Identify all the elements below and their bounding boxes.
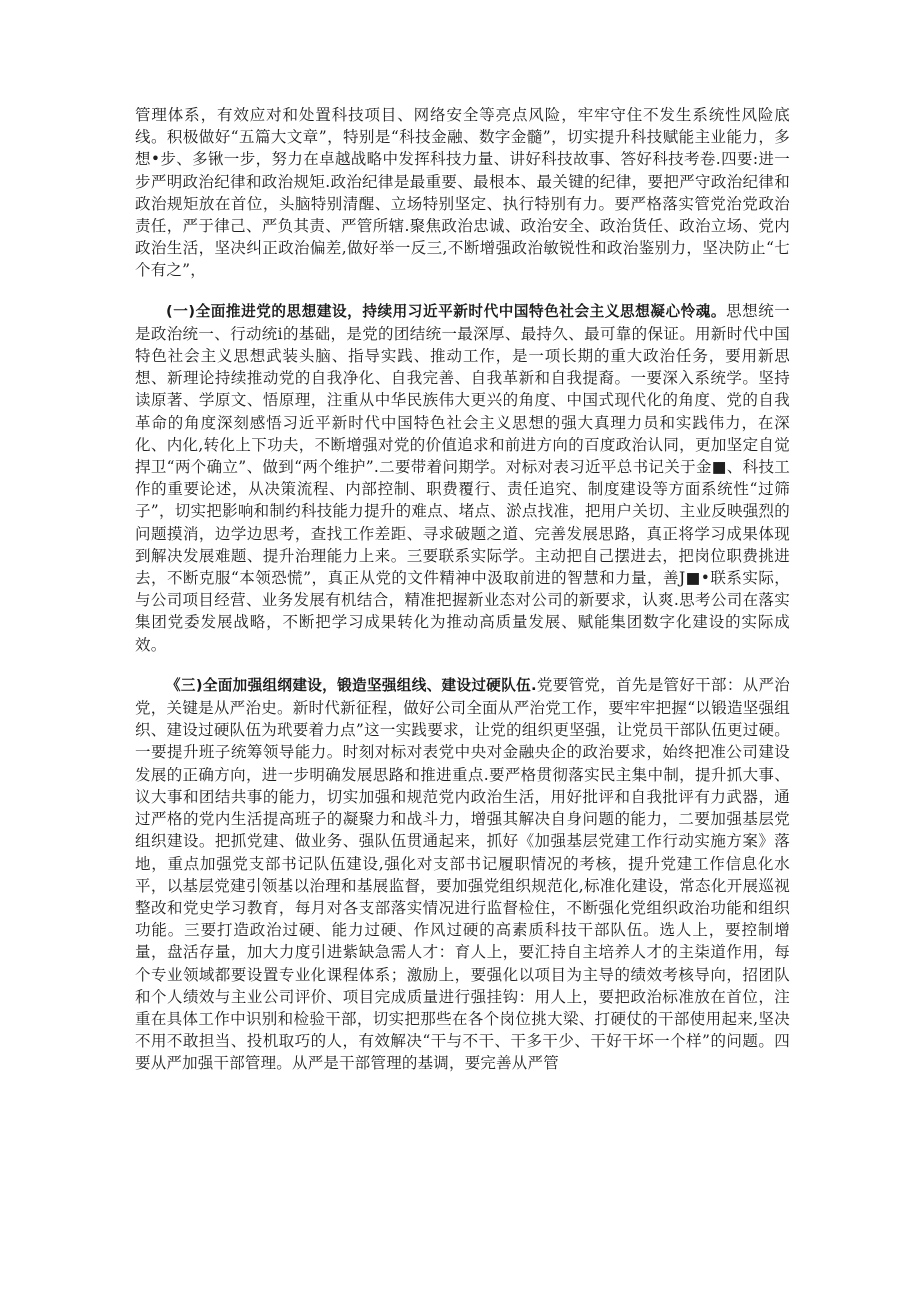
paragraph-organization-text: 党要管党，首先是管好干部：从严治党，关键是从严治史。新时代新征程，做好公司全面从严治党工作，要牢牢把握“以锻造坚强组织、建设过硬队伍为玳要着力点”这一实践要求，让党的组织更坚强，让党员干部队伍更过硬。一要提升班子统筹领导能力。时刻对标对表党中央对金融央企的政治要求，始终把准公司建设发展的正确方向，进一步明确发展思路和推进重点.要严格贯彻落实民主集中制，提升抓大事、议大事和团结共事的能力，切实加强和规范党内政治生活，用好批评和自我批评有力武器，通过严格的党内生活提高班子的凝聚力和战斗力，增强其解决自身问题的能力，二要加强基层党组织建设。把抓党建、做业务、强队伍贯通起来，抓好《加强基层党建工作行动实施方案》落地，重点加强党支部书记队伍建设,强化对支部书记履职情况的考核，提升党建工作信息化水平，以基层党建引领基以治理和基展监督，要加强党组织规范化,标准化建设，常态化开展巡视整改和党史学习教育，每月对各支部落实情况进行监督检住，不断强化党组织政治功能和组织功能。三要打造政治过硬、能力过硬、作风过硬的高素质科技干部队伍。选人上，要控制增量，盘活存量，加大力度引进紫缺急需人才：育人上，要汇持自主培养人才的主柒道作用，每个专业领域都要设置专业化课程体系；激励上，要强化以项目为主导的绩效考核导向，招团队和个人绩效与主业公司评价、项目完成质量进行强挂钩：用人上，要把政治标准放在首位，注重在具体工作中识别和检验干部，切实把那些在各个岗位挑大梁、打硬仗的干部使用起来,坚决不用不敢担当、投机取巧的人，有效解决“干与不干、干多干少、干好干坏一个样”的问题。四要从严加强干部管理。从严是干部管理的基调，要完善从严管 <box>135 675 790 1073</box>
paragraph-organization <box>135 674 790 1075</box>
paragraph-ideology <box>135 300 790 656</box>
paragraph-ideology-text: 思想统一是政治统一、行动统i的基础，是党的团结统一最深厚、最持久、最可靠的保证。用新时代中国特色社会主义思想武装头脑、指导实践、推动工作，是一项长期的重大政治任务，要用新思想、新理论持续推动党的自我净化、自我完善、自我革新和自我提裔。一要深入系统学。坚持读原著、学原文、悟原理，注重从中华民族伟大更兴的角度、中国式现代化的角度、党的自我革命的角度深刻感悟习近平新时代中国特色社会主义思想的强大真理力员和实践伟力，在深化、内化,转化上下功夫，不断增强对党的价值追求和前进方向的百度政治认同，更加坚定自觉捍卫“两个确立”、做到“两个维护”.二要带着问期学。对标对表习近平总书记关于金■、科技工作的重要论述，从决策流程、内部控制、职费覆行、责任追究、制度建设等方面系统性“过筛子”，切实把影响和制约科技能力提升的难点、堵点、淤点找准，把用户关切、主业反映强烈的问题摸消，边学边思考，查找工作差距、寻求破题之道、完善发展思路，真正将学习成果体现到解决发展难题、提升治理能力上来。三要联系实际学。主动把自己摆进去，把岗位职费挑进去，不断克服“本领恐慌”，真正从党的文件精神中汲取前进的智慧和力量，善J■•联系实际，与公司项目经营、业务发展有机结合，精准把握新业态对公司的新要求，认爽.思考公司在落实集团党委发展战略，不断把学习成果转化为推动高质量发展、赋能集团数字化建设的实际成效。 <box>135 301 790 654</box>
paragraph-discipline-text: 管理体系，有效应对和处置科技项目、网络安全等亮点风险，牢牢守住不发生系统性风险底线。积极做好“五篇大文章”，特别是“科技金融、数字金髓”，切实提升科技赋能主业能力，多想•步、多锹一步，努力在卓越战略中发挥科技力量、讲好科技故事、答好科技考卷.四要:进一步严明政治纪律和政治规矩.政治纪律是最重要、最根本、最关键的纪律，要把严守政治纪律和政治规矩放在首位，头脑特别清醒、立场特别坚定、执行特别有力。要严格落实管党治党政治责任，严于律己、严负其责、严管所辖.聚焦政治忠诚、政治安全、政治货任、政治立场、党内政治生活，坚决纠正政治偏差,做好举一反三,不断增强政治敏锐性和政治鉴别力，坚决防止“七个有之”， <box>135 106 790 280</box>
document-body <box>135 104 790 1075</box>
paragraph-discipline <box>135 104 790 282</box>
paragraph-organization-heading: 《三)全面加强组纲建设，锻造坚强组线、建设过硬队伍. <box>166 676 537 694</box>
paragraph-ideology-heading: (一)全面推进党的思想建设，持续用习近平新时代中国特色社会主义思想凝心怜魂。 <box>166 302 727 320</box>
